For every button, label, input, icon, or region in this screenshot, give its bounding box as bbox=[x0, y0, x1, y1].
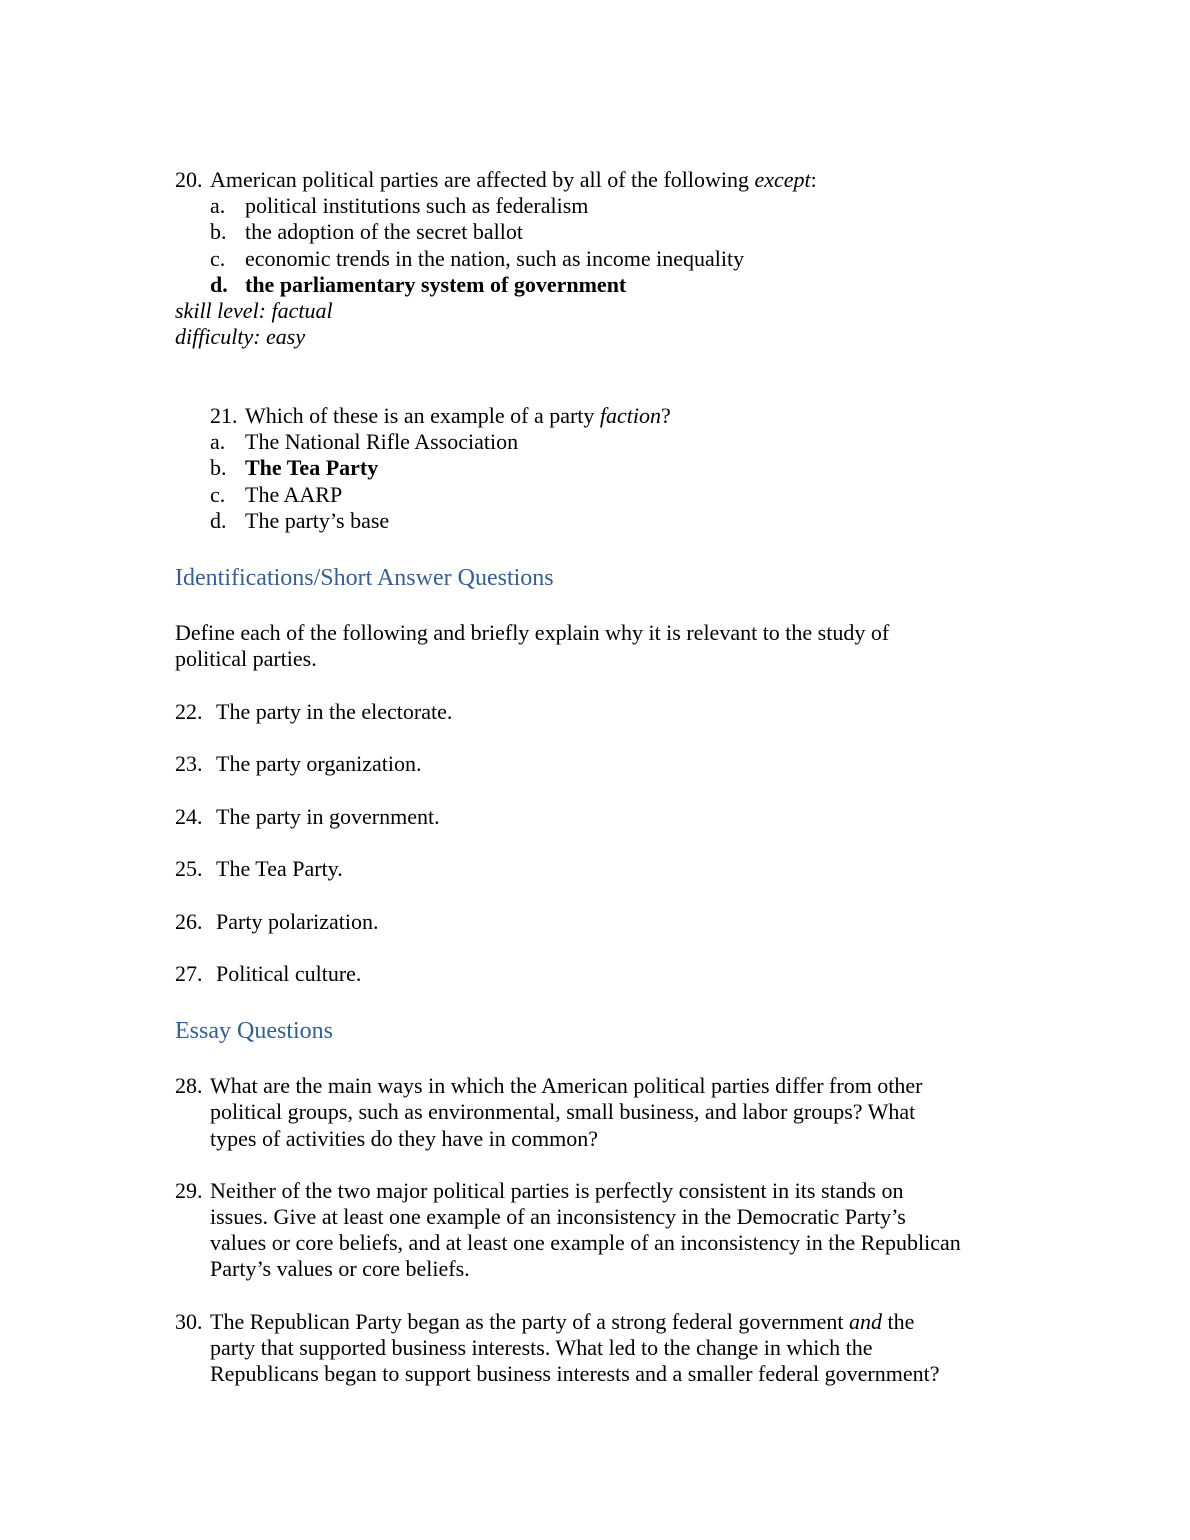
essay-30-number: 30. bbox=[175, 1309, 203, 1334]
question-20-option-b: b. the adoption of the secret ballot bbox=[210, 219, 523, 244]
short-answer-heading: Identifications/Short Answer Questions bbox=[175, 565, 554, 591]
question-20-option-c: c. economic trends in the nation, such as income inequality bbox=[210, 246, 745, 271]
essay-28-line: political groups, such as environmental, small business, and labor groups? What bbox=[210, 1099, 916, 1124]
question-20-stem: 20. American political parties are affected by all of the following except: bbox=[175, 167, 817, 192]
short-item-22: 22. The party in the electorate. bbox=[175, 699, 453, 724]
short-item-27: 27. Political culture. bbox=[175, 961, 362, 986]
question-20-option-d-answer: d. the parliamentary system of government bbox=[210, 272, 627, 297]
essay-30-line: party that supported business interests. What led to the change in which the bbox=[210, 1335, 873, 1360]
essay-29-line: Party’s values or core beliefs. bbox=[210, 1256, 470, 1281]
essay-heading: Essay Questions bbox=[175, 1018, 333, 1044]
question-21-option-d: d. The party’s base bbox=[210, 508, 390, 533]
question-21-option-c: c. The AARP bbox=[210, 482, 343, 507]
essay-28-line: types of activities do they have in common? bbox=[210, 1126, 598, 1151]
essay-29-line: values or core beliefs, and at least one example of an inconsistency in the Republican bbox=[210, 1230, 961, 1255]
essay-29-line: Neither of the two major political parties is perfectly consistent in its stands on bbox=[210, 1178, 904, 1203]
essay-30-line: The Republican Party began as the party of a strong federal government and the bbox=[210, 1309, 915, 1334]
question-21-option-a: a. The National Rifle Association bbox=[210, 429, 519, 454]
short-item-24: 24. The party in government. bbox=[175, 804, 440, 829]
short-item-25: 25. The Tea Party. bbox=[175, 856, 343, 881]
short-item-23: 23. The party organization. bbox=[175, 751, 422, 776]
essay-29-number: 29. bbox=[175, 1178, 203, 1203]
essay-28-line: What are the main ways in which the American political parties differ from other bbox=[210, 1073, 923, 1098]
short-answer-intro: Define each of the following and briefly explain why it is relevant to the study of bbox=[175, 620, 890, 645]
essay-30-line: Republicans began to support business interests and a smaller federal government? bbox=[210, 1361, 940, 1386]
short-answer-intro-cont: political parties. bbox=[175, 646, 317, 671]
skill-level: skill level: factual bbox=[175, 298, 333, 323]
essay-28-number: 28. bbox=[175, 1073, 203, 1098]
short-item-26: 26. Party polarization. bbox=[175, 909, 379, 934]
question-21-option-b-answer: b. The Tea Party bbox=[210, 455, 379, 480]
difficulty: difficulty: easy bbox=[175, 324, 306, 349]
question-20-option-a: a. political institutions such as federalism bbox=[210, 193, 589, 218]
question-21-stem: 21. Which of these is an example of a party faction? bbox=[210, 403, 671, 428]
essay-29-line: issues. Give at least one example of an inconsistency in the Democratic Party’s bbox=[210, 1204, 906, 1229]
